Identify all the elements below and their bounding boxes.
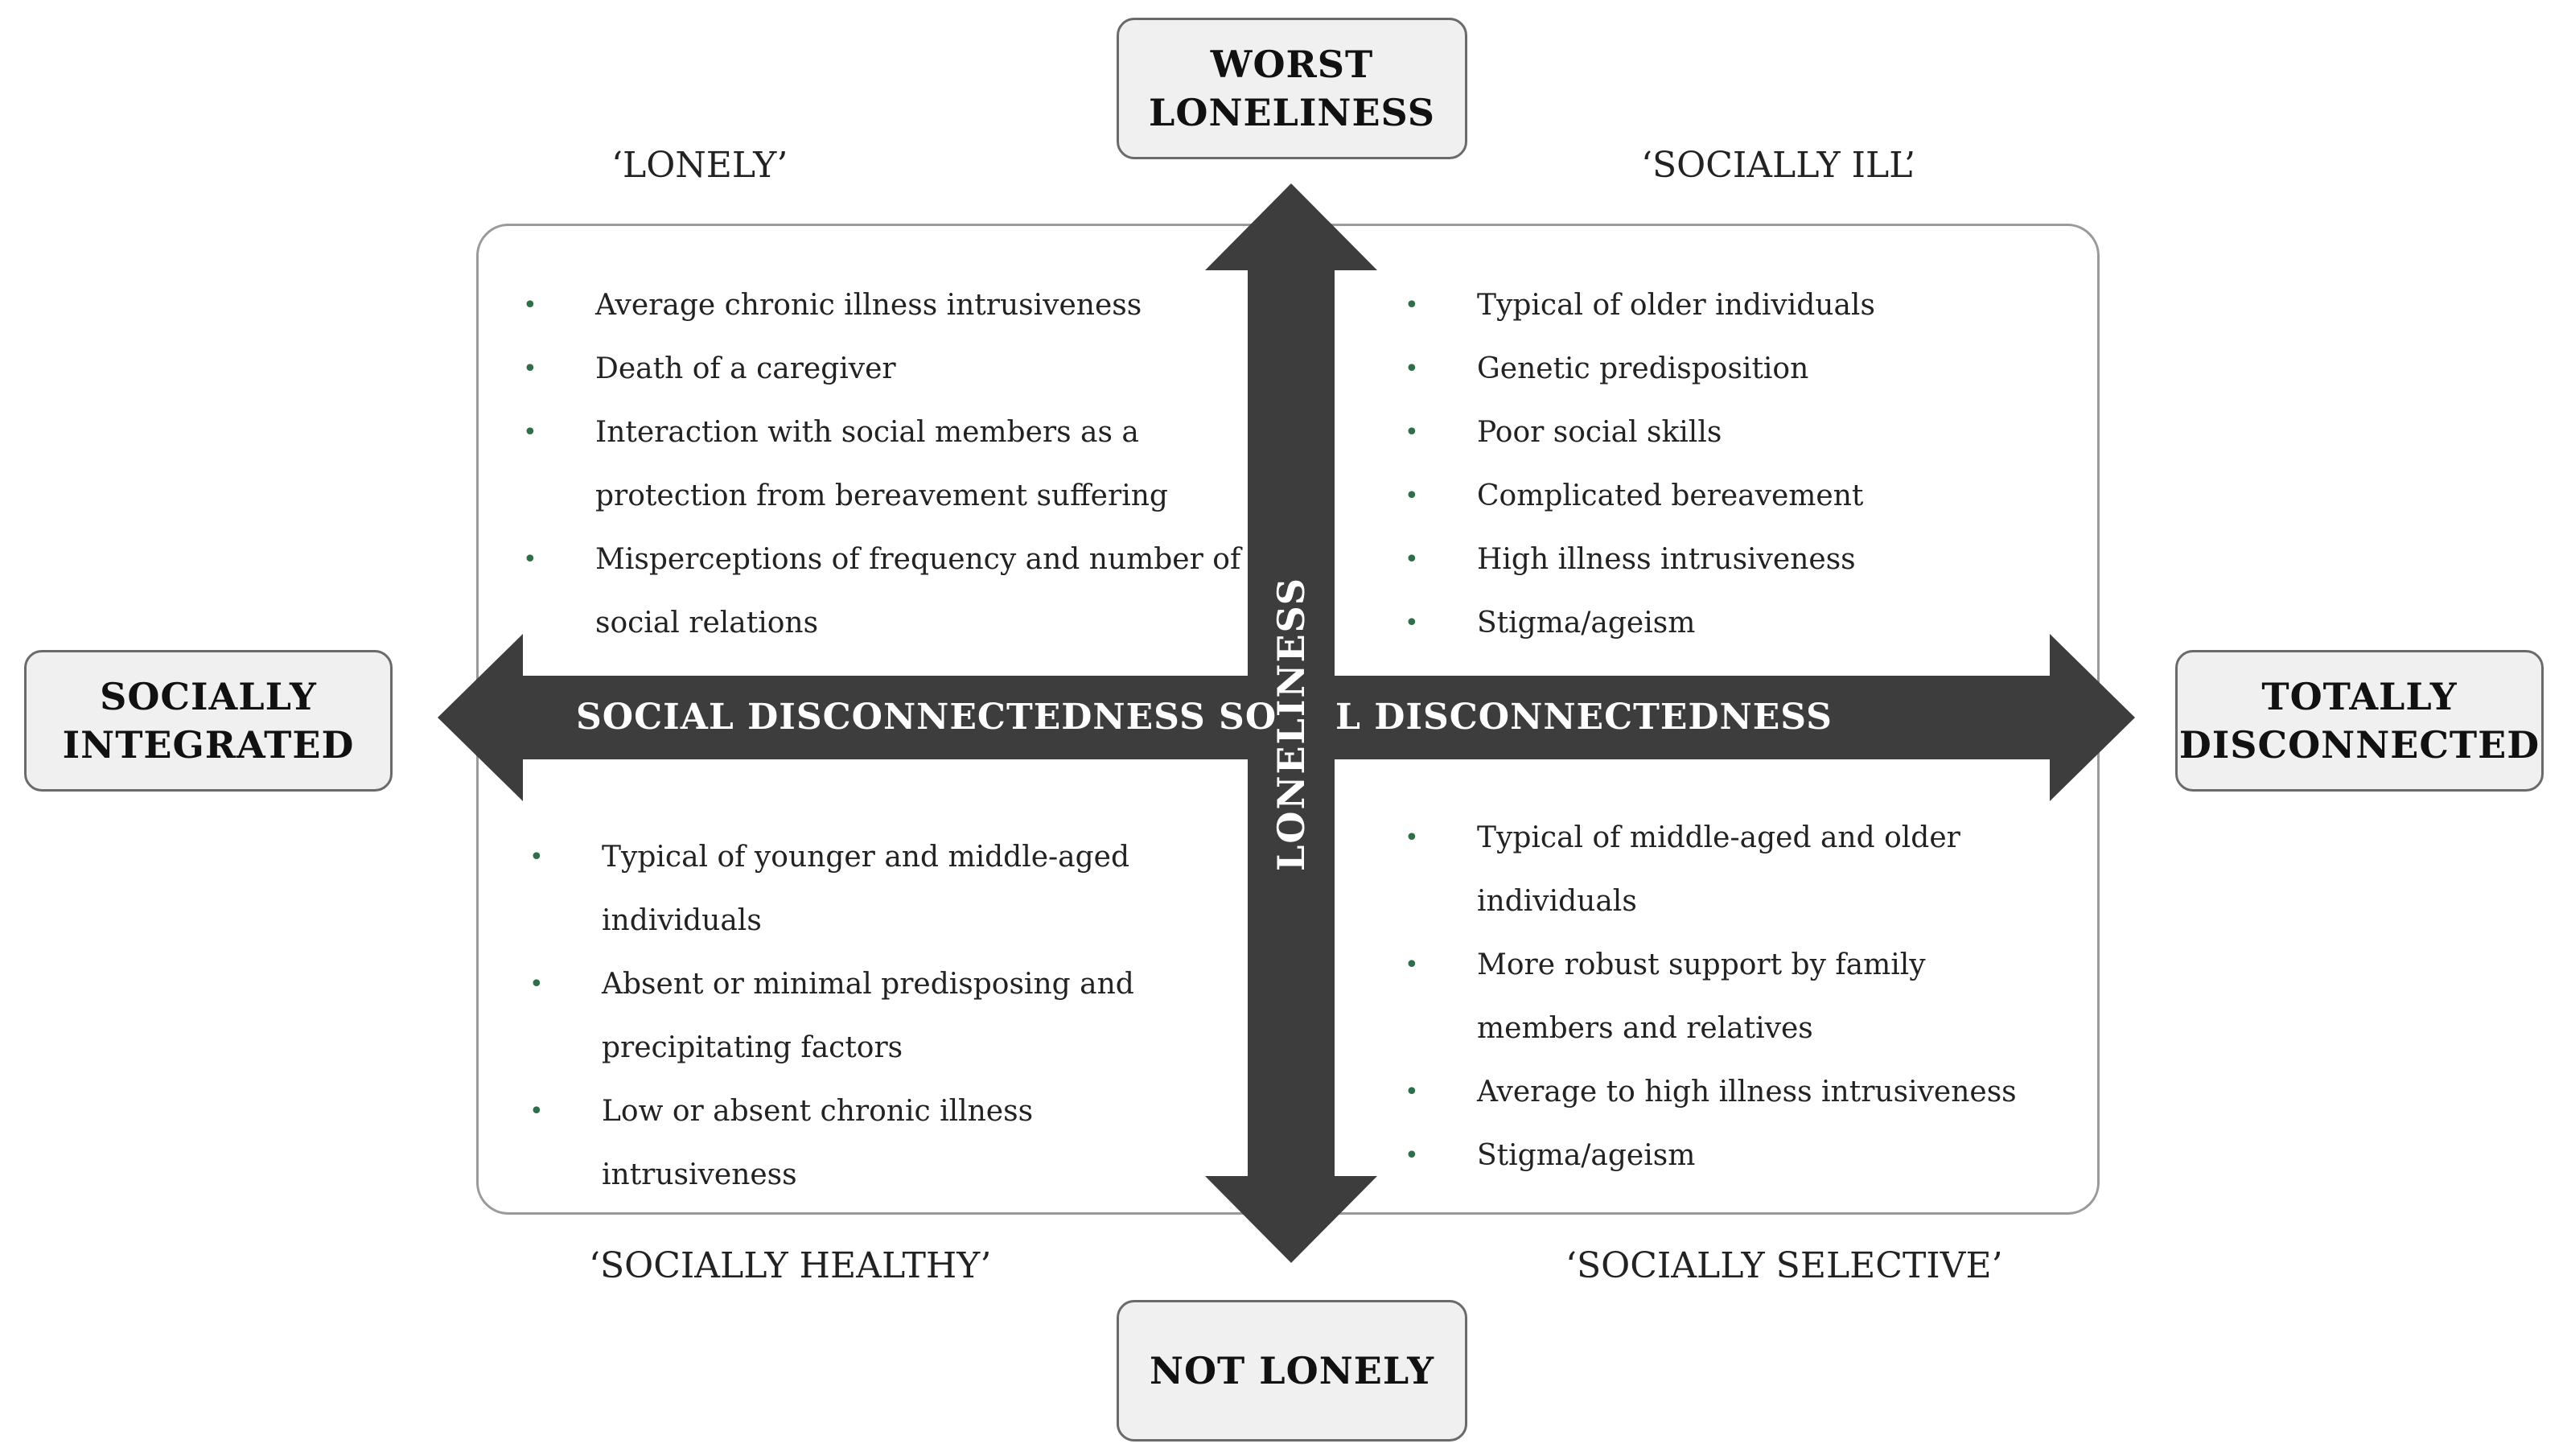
list-item: • Low or absent chronic illness intrusiveness [529,1080,1237,1207]
list-item: • Typical of older individuals [1405,274,2048,337]
list-item: • Average to high illness intrusiveness [1405,1060,2048,1124]
list-item: • Misperceptions of frequency and number of social relations [523,528,1247,655]
quadrant-label-socially-healthy: ‘SOCIALLY HEALTHY’ [589,1245,992,1286]
socially-integrated-label: SOCIALLY INTEGRATED [62,675,355,767]
list-item: • Typical of middle-aged and older individuals [1405,806,2048,933]
socially-healthy-factor-list [529,825,1237,1207]
totally-disconnected-box [2175,650,2544,792]
quadrant-label-lonely: ‘LONELY’ [611,145,788,186]
socially-selective-factor-list [1405,806,2048,1187]
not-lonely-label: NOT LONELY [1149,1349,1435,1392]
horizontal-axis-label-left: SOCIAL DISCONNECTEDNESS SO [576,697,1277,738]
list-item: • Average chronic illness intrusiveness [523,274,1247,337]
list-item: • Complicated bereavement [1405,464,2048,528]
socially-integrated-box [24,650,393,792]
list-item: • Genetic predisposition [1405,337,2048,401]
totally-disconnected-label: TOTALLY DISCONNECTED [2178,675,2540,767]
lonely-factor-list [523,274,1247,655]
quadrant-label-socially-selective: ‘SOCIALLY SELECTIVE’ [1565,1245,2003,1286]
list-item: • More robust support by family members and relatives [1405,933,2048,1060]
list-item: • Stigma/ageism [1405,1124,2048,1187]
list-item: • Poor social skills [1405,401,2048,464]
worst-loneliness-box [1117,18,1467,159]
list-item: • Death of a caregiver [523,337,1247,401]
list-item: • Stigma/ageism [1405,591,2048,655]
quadrant-label-socially-ill: ‘SOCIALLY ILL’ [1641,145,1915,186]
horizontal-axis-label-right: L DISCONNECTEDNESS [1335,697,1833,738]
worst-loneliness-label: WORST LONELINESS [1149,43,1435,134]
socially-ill-factor-list [1405,274,2048,655]
list-item: • High illness intrusiveness [1405,528,2048,591]
vertical-axis-label: LONELINESS [1269,577,1313,871]
list-item: • Absent or minimal predisposing and precipitating factors [529,952,1237,1080]
list-item: • Typical of younger and middle-aged individuals [529,825,1237,952]
list-item: • Interaction with social members as a protection from bereavement suffering [523,401,1247,528]
not-lonely-box [1117,1300,1467,1442]
